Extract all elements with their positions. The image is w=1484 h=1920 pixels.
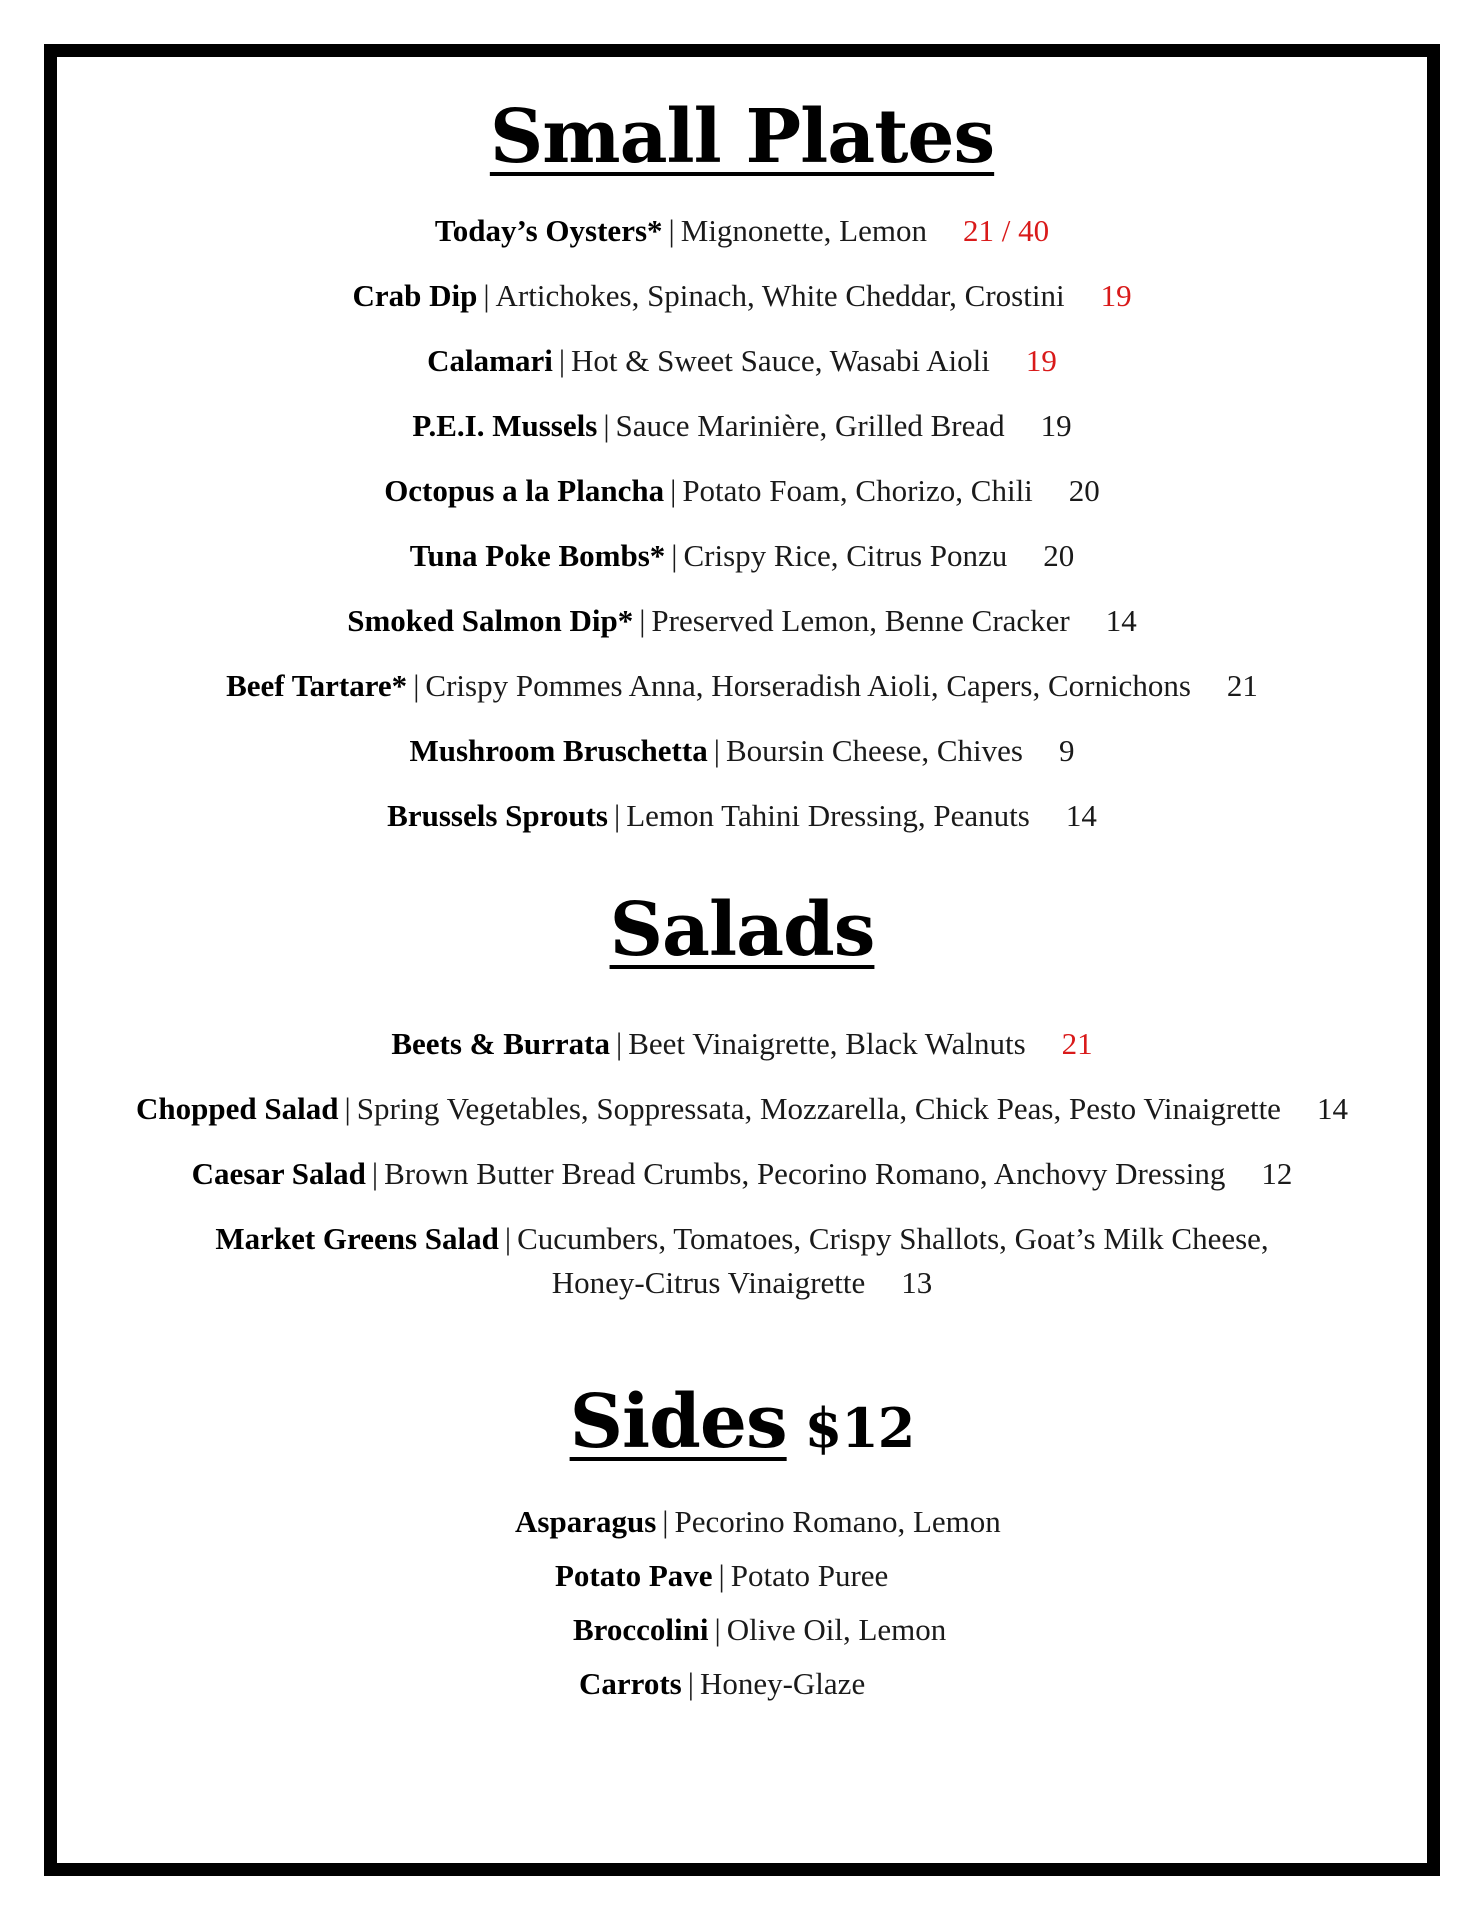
- salads-title: Salads: [609, 887, 875, 973]
- menu-item-beef-tartare: Beef Tartare* | Crispy Pommes Anna, Horseradish Aioli, Capers, Cornichons 21: [226, 668, 1258, 703]
- menu-item-crab-dip: Crab Dip | Artichokes, Spinach, White Cheddar, Crostini 19: [352, 278, 1132, 313]
- menu-item-bruschetta: Mushroom Bruschetta | Boursin Cheese, Chives 9: [409, 733, 1075, 768]
- menu-item-caesar-salad: Caesar Salad | Brown Butter Bread Crumbs, Pecorino Romano, Anchovy Dressing 12: [191, 1156, 1293, 1191]
- menu-item-tuna-poke: Tuna Poke Bombs* | Crispy Rice, Citrus Ponzu 20: [409, 538, 1075, 573]
- sides-heading: [0, 1379, 1484, 1465]
- menu-item-salmon-dip: Smoked Salmon Dip* | Preserved Lemon, Benne Cracker 14: [347, 603, 1137, 638]
- menu-item-octopus: Octopus a la Plancha | Potato Foam, Chorizo, Chili 20: [384, 473, 1100, 508]
- side-item-asparagus: Asparagus | Pecorino Romano, Lemon: [515, 1504, 1001, 1539]
- salads-heading: [0, 887, 1484, 973]
- side-item-broccolini: Broccolini | Olive Oil, Lemon: [573, 1612, 947, 1647]
- menu-item-market-greens-line2: Honey-Citrus Vinaigrette 13: [551, 1265, 933, 1300]
- small-plates-title: Small Plates: [489, 94, 995, 180]
- sides-price: $12: [804, 1396, 915, 1460]
- menu-item-chopped-salad: Chopped Salad | Spring Vegetables, Soppressata, Mozzarella, Chick Peas, Pesto Vinaigrette 14: [136, 1091, 1348, 1126]
- sides-title: Sides: [569, 1379, 787, 1465]
- small-plates-heading: [0, 94, 1484, 180]
- side-item-carrots: Carrots | Honey-Glaze: [579, 1666, 866, 1701]
- menu-item-brussels-sprouts: Brussels Sprouts | Lemon Tahini Dressing, Peanuts 14: [387, 798, 1097, 833]
- side-item-potato-pave: Potato Pave | Potato Puree: [555, 1558, 889, 1593]
- menu-item-beets-burrata: Beets & Burrata | Beet Vinaigrette, Black Walnuts 21: [391, 1026, 1093, 1061]
- menu-item-mussels: P.E.I. Mussels | Sauce Marinière, Grilled Bread 19: [412, 408, 1072, 443]
- menu-item-market-greens: Market Greens Salad | Cucumbers, Tomatoes, Crispy Shallots, Goat’s Milk Cheese,: [215, 1221, 1269, 1256]
- menu-item-oysters: Today’s Oysters* | Mignonette, Lemon 21 / 40: [434, 213, 1050, 248]
- menu-item-calamari: Calamari | Hot & Sweet Sauce, Wasabi Aioli 19: [427, 343, 1057, 378]
